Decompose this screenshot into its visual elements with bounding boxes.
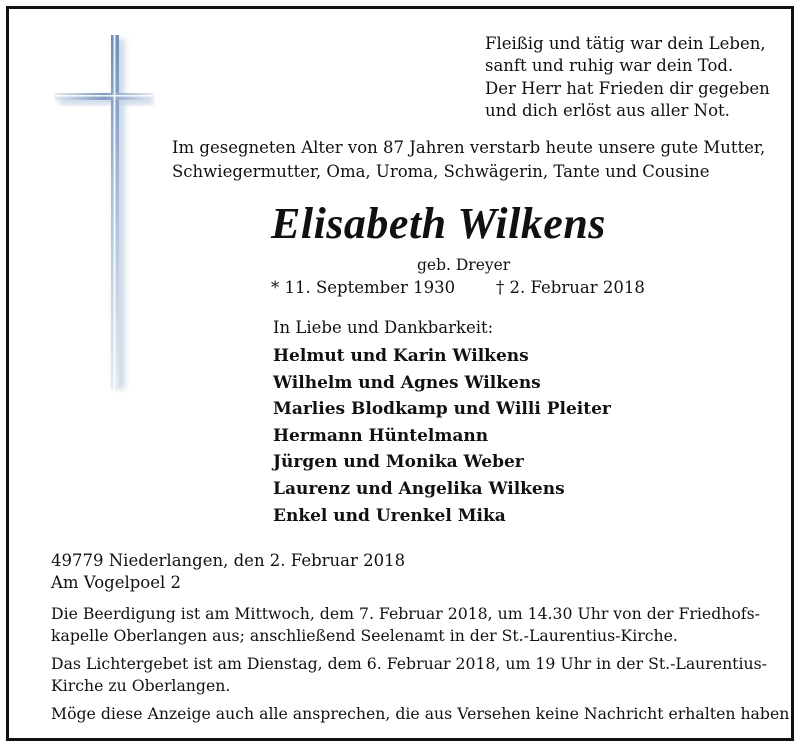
mourner-entry: Laurenz und Angelika Wilkens <box>273 478 565 499</box>
poem-line: Der Herr hat Frieden dir gegeben <box>485 78 770 98</box>
poem-line: sanft und ruhig war dein Tod. <box>485 56 734 76</box>
obituary-notice <box>6 6 794 741</box>
thanks-heading: In Liebe und Dankbarkeit: <box>273 318 494 337</box>
mourner-entry: Helmut und Karin Wilkens <box>273 346 529 366</box>
death-announcement-text <box>172 136 765 184</box>
poem-line: und dich erlöst aus aller Not. <box>485 101 730 121</box>
mourner-entry: Jürgen und Monika Weber <box>273 452 524 473</box>
location-block <box>51 550 405 594</box>
mourner-entry: Wilhelm und Agnes Wilkens <box>273 372 541 393</box>
poem-line: Fleißig und tätig war dein Leben, <box>485 34 766 53</box>
place-date: 49779 Niederlangen, den 2. Februar 2018 <box>51 551 406 570</box>
address: Am Vogelpoel 2 <box>51 573 182 592</box>
closing-notice <box>51 703 795 725</box>
mourner-entry: Hermann Hüntelmann <box>273 425 489 446</box>
deceased-name: Elisabeth Wilkens <box>271 199 606 248</box>
notice-line: kapelle Oberlangen aus; anschließend Seelenamt in der St.-Laurentius-Kirche. <box>51 625 678 645</box>
mourner-entry: Marlies Blodkamp und Willi Pleiter <box>273 399 611 420</box>
notice-line: Kirche zu Oberlangen. <box>51 675 231 695</box>
funeral-notice <box>51 603 763 646</box>
funeral-notices <box>51 603 795 732</box>
notice-line: Möge diese Anzeige auch alle ansprechen, die aus Versehen keine Nachricht erhalten haben. <box>51 704 795 724</box>
birth-name: geb. Dreyer <box>417 256 511 274</box>
cross-icon <box>51 33 155 393</box>
prayer-notice <box>51 653 767 696</box>
mourners-list <box>273 343 611 529</box>
intro-line: Im gesegneten Alter von 87 Jahren verstarb heute unsere gute Mutter, <box>172 138 766 157</box>
notice-line: Die Beerdigung ist am Mittwoch, dem 7. Februar 2018, um 14.30 Uhr von der Friedhofs- <box>51 604 760 623</box>
birth-date: * 11. September 1930 <box>271 278 456 297</box>
notice-line: Das Lichtergebet ist am Dienstag, dem 6. Februar 2018, um 19 Uhr in der St.-Laurentius- <box>51 654 767 674</box>
mourner-entry: Enkel und Urenkel Mika <box>273 505 506 526</box>
intro-line: Schwiegermutter, Oma, Uroma, Schwägerin, Tante und Cousine <box>172 162 710 181</box>
poem-verse <box>485 33 770 123</box>
death-date: † 2. Februar 2018 <box>496 278 645 297</box>
